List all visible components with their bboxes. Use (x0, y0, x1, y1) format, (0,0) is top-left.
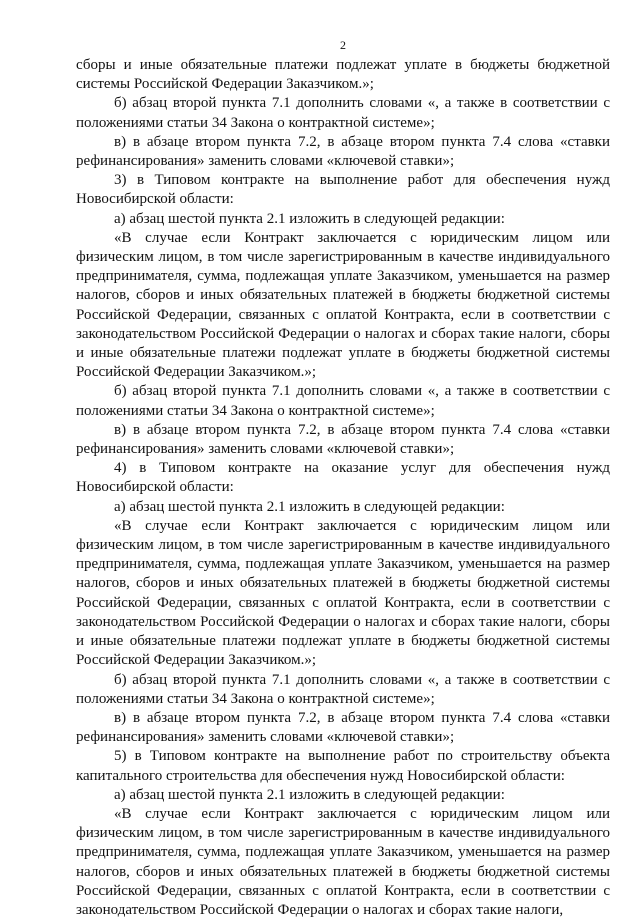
page-number: 2 (340, 38, 346, 52)
paragraph: «В случае если Контракт заключается с юридическим лицом или физическим лицом, в том числе зарегистрированным в качестве индивидуального предпринимателя, сумма, подлежащая уплате Заказчиком, уменьшается на размер налогов, сборов и иных обязательных платежей в бюджеты бюджетной системы Российской Федерации, связанных с оплатой Контракта, если в соответствии с законодательством Российской Федерации о налогах и сборах такие налоги, (76, 805, 610, 918)
paragraph: а) абзац шестой пункта 2.1 изложить в следующей редакции: (114, 210, 505, 227)
paragraph: в) в абзаце втором пункта 7.2, в абзаце втором пункта 7.4 слова «ставки рефинансирования» заменить словами «ключевой ставки»; (76, 133, 610, 170)
paragraph: сборы и иные обязательные платежи подлежат уплате в бюджеты бюджетной системы Российской Федерации Заказчиком.»; (76, 57, 610, 93)
paragraph: 4) в Типовом контракте на оказание услуг для обеспечения нужд Новосибирской области: (76, 460, 610, 496)
paragraph: «В случае если Контракт заключается с юридическим лицом или физическим лицом, в том числе зарегистрированным в качестве индивидуального предпринимателя, сумма, подлежащая уплате Заказчиком, уменьшается на размер налогов, сборов и иных обязательных платежей в бюджеты бюджетной системы Российской Федерации, связанных с оплатой Контракта, если в соответствии с законодательством Российской Федерации о налогах и сборах такие налоги, сборы и иные обязательные платежи подлежат уплате в бюджеты бюджетной системы Российской Федерации Заказчиком.»; (76, 229, 610, 381)
paragraph: а) абзац шестой пункта 2.1 изложить в следующей редакции: (114, 498, 505, 515)
document-body (76, 56, 610, 920)
paragraph: б) абзац второй пункта 7.1 дополнить словами «, а также в соответствии с положениями статьи 34 Закона о контрактной системе»; (76, 383, 610, 419)
paragraph: 3) в Типовом контракте на выполнение работ для обеспечения нужд Новосибирской области: (76, 172, 610, 208)
paragraph: в) в абзаце втором пункта 7.2, в абзаце втором пункта 7.4 слова «ставки рефинансирования» заменить словами «ключевой ставки»; (76, 709, 610, 746)
paragraph: в) в абзаце втором пункта 7.2, в абзаце втором пункта 7.4 слова «ставки рефинансирования» заменить словами «ключевой ставки»; (76, 421, 610, 458)
paragraph: «В случае если Контракт заключается с юридическим лицом или физическим лицом, в том числе зарегистрированным в качестве индивидуального предпринимателя, сумма, подлежащая уплате Заказчиком, уменьшается на размер налогов, сборов и иных обязательных платежей в бюджеты бюджетной системы Российской Федерации, связанных с оплатой Контракта, если в соответствии с законодательством Российской Федерации о налогах и сборах такие налоги, сборы и иные обязательные платежи подлежат уплате в бюджеты бюджетной системы Российской Федерации Заказчиком.»; (76, 517, 610, 669)
paragraph: б) абзац второй пункта 7.1 дополнить словами «, а также в соответствии с положениями статьи 34 Закона о контрактной системе»; (76, 671, 610, 707)
paragraph: а) абзац шестой пункта 2.1 изложить в следующей редакции: (114, 786, 505, 803)
paragraph: 5) в Типовом контракте на выполнение работ по строительству объекта капитального строительства для обеспечения нужд Новосибирской области: (76, 748, 610, 784)
paragraph: б) абзац второй пункта 7.1 дополнить словами «, а также в соответствии с положениями статьи 34 Закона о контрактной системе»; (76, 95, 610, 131)
